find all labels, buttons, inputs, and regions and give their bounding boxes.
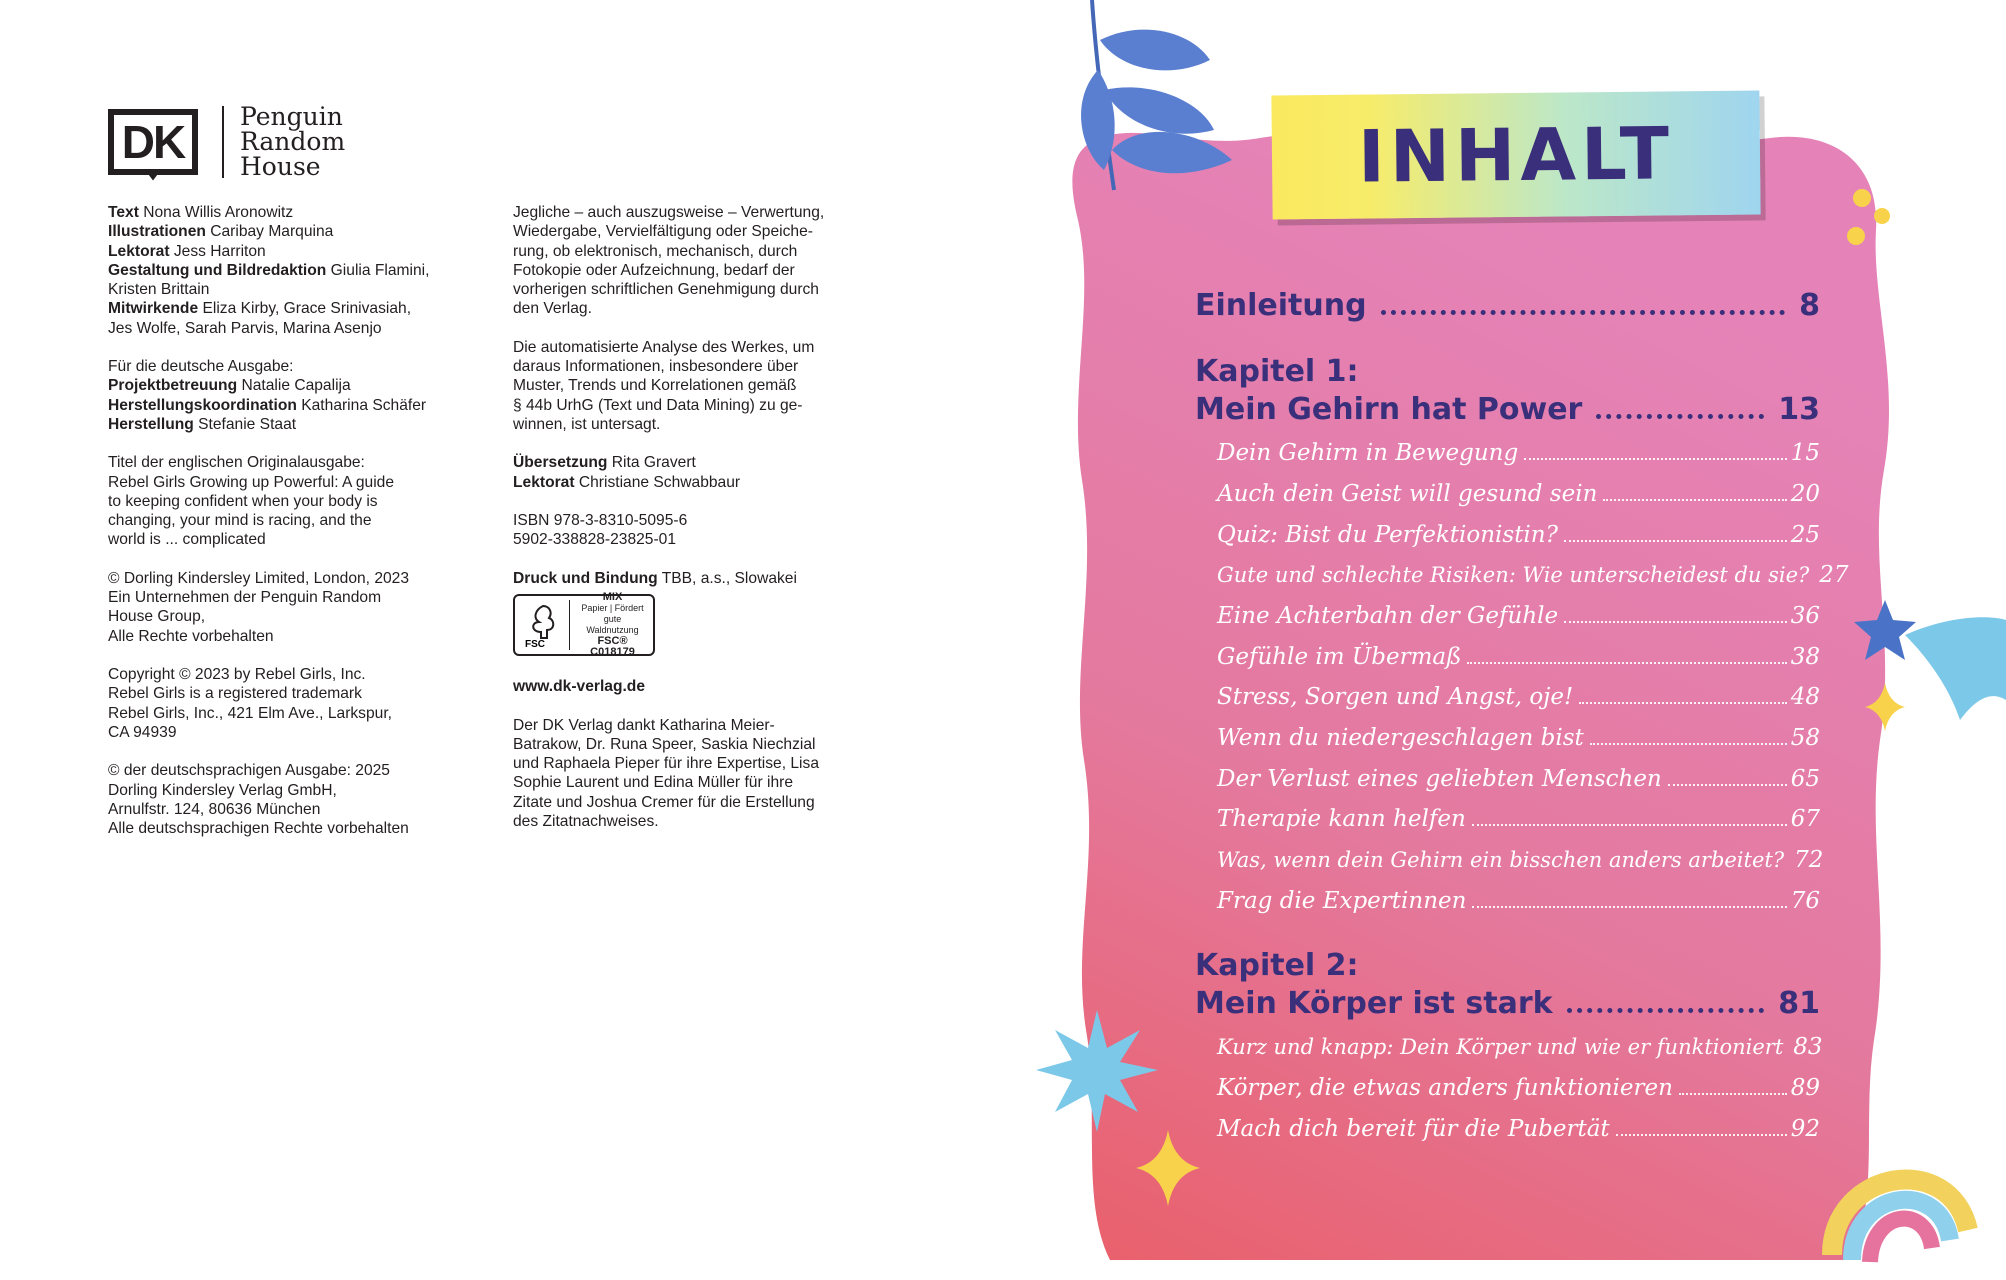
- toc-entry[interactable]: Wenn du niedergeschlagen bist 58: [1217, 725, 1820, 751]
- toc-entry[interactable]: Mach dich bereit für die Pubertät 92: [1217, 1116, 1820, 1142]
- toc-entry[interactable]: Frag die Expertinnen 76: [1217, 888, 1820, 914]
- toc-entry[interactable]: Der Verlust eines geliebten Menschen 65: [1217, 766, 1820, 792]
- penguin-random-house-logo: Penguin Random House: [240, 102, 346, 181]
- original-title-block: Titel der englischen Originalausgabe: Rebel Girls Growing up Powerful: A guide to keeping confident when your body is changing, your mind is racing, and the world is ... complicated: [108, 454, 395, 549]
- dot-icon: [1874, 208, 1890, 224]
- leader-dots: [1567, 1008, 1765, 1013]
- leader-dots: [1596, 414, 1764, 419]
- copyright-rebel-block: Copyright © 2023 by Rebel Girls, Inc. Rebel Girls is a registered trademark Rebel Girls, Inc., 421 Elm Ave., Larkspur, CA 94939: [108, 666, 392, 741]
- comet-tail-icon: [1905, 617, 2006, 720]
- credits-block: Text Nona Willis Aronowitz Illustrationen Caribay Marquina Lektorat Jess Harriton Gestaltung und Bildredaktion Giulia Flamini, Kristen Brittain Mitwirkende Eliza Kirby, Grace Srinivasiah, Jes Wolfe, Sarah Parvis, Marina Asenjo: [108, 204, 430, 337]
- chapter-1-kicker: Kapitel 1:: [1195, 354, 1359, 389]
- toc-entry[interactable]: Therapie kann helfen 67: [1217, 806, 1820, 832]
- isbn-block: ISBN 978-3-8310-5095-6 5902-338828-23825-01: [513, 512, 688, 549]
- rights-block: Jegliche – auch auszugsweise – Verwertung, Wiedergabe, Vervielfältigung oder Speiche- rung, ob elektronisch, mechanisch, durch Fotokopie oder Aufzeichnung, bedarf der vorherigen schriftlichen Genehmigung durch den Verlag.: [513, 204, 825, 318]
- leader-dots: [1381, 310, 1786, 315]
- chapter-2-kicker: Kapitel 2:: [1195, 948, 1359, 983]
- tdm-block: Die automatisierte Analyse des Werkes, um daraus Informationen, insbesondere über Muster, Trends und Korrelationen gemäß § 44b UrhG (Text und Data Mining) zu ge- winnen, ist untersagt.: [513, 338, 815, 433]
- toc-entry[interactable]: Auch dein Geist will gesund sein 20: [1217, 481, 1820, 507]
- toc-entry[interactable]: Körper, die etwas anders funktionieren 89: [1217, 1075, 1820, 1101]
- toc-entry-intro[interactable]: Einleitung 8: [1195, 288, 1820, 323]
- dot-icon: [1847, 227, 1865, 245]
- toc-entry-chapter-1[interactable]: Mein Gehirn hat Power 13: [1195, 392, 1820, 427]
- contents-title-banner: [1271, 90, 1760, 219]
- dk-logo: DK: [108, 109, 198, 175]
- svg-text:FSC: FSC: [525, 639, 545, 650]
- website-link[interactable]: www.dk-verlag.de: [513, 678, 646, 695]
- toc-entry[interactable]: Eine Achterbahn der Gefühle 36: [1217, 603, 1820, 629]
- copyright-dk-block: © Dorling Kindersley Limited, London, 2023 Ein Unternehmen der Penguin Random House Group, Alle Rechte vorbehalten: [108, 569, 410, 645]
- toc-entry[interactable]: Dein Gehirn in Bewegung 15: [1217, 440, 1820, 466]
- dot-icon: [1853, 189, 1871, 207]
- fsc-text: MIX Papier | Fördert gute Waldnutzung FSC® C018179: [581, 591, 644, 658]
- german-edition-block: Für die deutsche Ausgabe: Projektbetreuung Natalie Capalija Herstellungskoordination Katharina Schäfer Herstellung Stefanie Staat: [108, 358, 427, 433]
- toc-entry[interactable]: Stress, Sorgen und Angst, oje! 48: [1217, 684, 1820, 710]
- print-block: Druck und Bindung TBB, a.s., Slowakei: [513, 569, 797, 587]
- toc-entry-chapter-2[interactable]: Mein Körper ist stark 81: [1195, 986, 1820, 1021]
- translation-block: Übersetzung Rita Gravert Lektorat Christiane Schwabbaur: [513, 454, 741, 491]
- toc-entry[interactable]: Gute und schlechte Risiken: Wie unterscheidest du sie? 27: [1217, 562, 1849, 588]
- toc-entry[interactable]: Kurz und knapp: Dein Körper und wie er funktioniert 83: [1217, 1034, 1823, 1060]
- toc-entry[interactable]: Was, wenn dein Gehirn ein bisschen anders arbeitet? 72: [1217, 847, 1824, 873]
- contents-title: INHALT: [1357, 111, 1675, 199]
- thanks-block: Der DK Verlag dankt Katharina Meier- Batrakow, Dr. Runa Speer, Saskia Niechzial und Raphaela Pieper für ihre Expertise, Lisa Sophie Laurent und Edina Müller für ihre Zitate und Joshua Cremer für die Erstellung des Zitatnachweises.: [513, 716, 819, 830]
- copyright-german-block: © der deutschsprachigen Ausgabe: 2025 Dorling Kindersley Verlag GmbH, Arnulfstr. 124, 80636 München Alle deutschsprachigen Rechte vorbehalten: [108, 762, 409, 837]
- toc-entry[interactable]: Gefühle im Übermaß 38: [1217, 644, 1820, 670]
- toc-entry[interactable]: Quiz: Bist du Perfektionistin? 25: [1217, 522, 1820, 548]
- leaf-branch-icon: [1081, 0, 1232, 190]
